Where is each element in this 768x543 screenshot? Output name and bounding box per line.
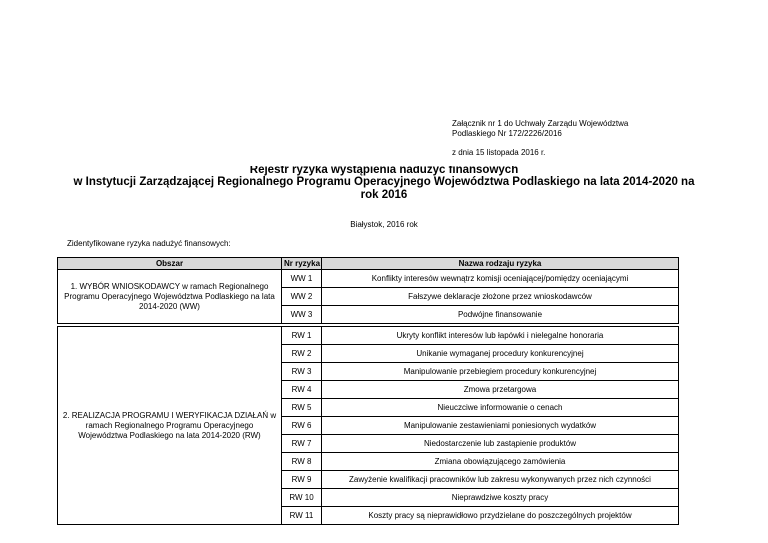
area-cell-rw: 2. REALIZACJA PROGRAMU I WERYFIKACJA DZIAŁAŃ w ramach Regionalnego Programu Operacyjnego Województwa Podlaskiego na lata 2014-2020 (RW) (58, 327, 282, 525)
risk-name: Manipulowanie zestawieniami poniesionych wydatków (322, 417, 679, 435)
risk-name: Ukryty konflikt interesów lub łapówki i nielegalne honoraria (322, 327, 679, 345)
risk-name: Fałszywe deklaracje złożone przez wnioskodawców (322, 288, 679, 306)
risk-code: RW 11 (282, 507, 322, 525)
risk-code: RW 3 (282, 363, 322, 381)
header-area: Obszar (58, 258, 282, 270)
risk-code: RW 8 (282, 453, 322, 471)
annex-line: Podlaskiego Nr 172/2226/2016 (452, 129, 562, 138)
risk-code: RW 9 (282, 471, 322, 489)
risk-code: WW 2 (282, 288, 322, 306)
risk-code: RW 4 (282, 381, 322, 399)
risk-code: RW 1 (282, 327, 322, 345)
title-line: rok 2016 (360, 189, 408, 201)
title-line: w Instytucji Zarządzającej Regionalnego Programu Operacyjnego Województwa Podlaskiego na lata 2014-2020 na (73, 176, 695, 188)
risk-code: RW 6 (282, 417, 322, 435)
risk-code: RW 7 (282, 435, 322, 453)
intro-text: Zidentyfikowane ryzyka nadużyć finansowych: (67, 239, 231, 248)
risk-code: RW 5 (282, 399, 322, 417)
area-cell-ww: 1. WYBÓR WNIOSKODAWCY w ramach Regionalnego Programu Operacyjnego Województwa Podlaskiego na lata 2014-2020 (WW) (58, 270, 282, 324)
risk-name: Manipulowanie przebiegiem procedury konkurencyjnej (322, 363, 679, 381)
table-row (58, 270, 679, 288)
risk-name: Zmiana obowiązującego zamówienia (322, 453, 679, 471)
risk-name: Konflikty interesów wewnątrz komisji oceniającej/pomiędzy oceniającymi (322, 270, 679, 288)
table-header-row (58, 258, 679, 270)
place-date: Białystok, 2016 rok (350, 220, 418, 229)
risk-name: Zmowa przetargowa (322, 381, 679, 399)
risk-name: Zawyżenie kwalifikacji pracowników lub zakresu wykonywanych przez nich czynności (322, 471, 679, 489)
risk-name: Niedostarczenie lub zastąpienie produktów (322, 435, 679, 453)
risk-name: Nieprawdziwe koszty pracy (322, 489, 679, 507)
annex-note (452, 119, 628, 158)
risk-code: WW 3 (282, 306, 322, 324)
risk-name: Unikanie wymaganej procedury konkurencyjnej (322, 345, 679, 363)
table-row (58, 327, 679, 345)
risk-name: Nieuczciwe informowanie o cenach (322, 399, 679, 417)
header-code: Nr ryzyka (282, 258, 322, 270)
risk-register-table (57, 257, 679, 525)
risk-code: WW 1 (282, 270, 322, 288)
title-line: Rejestr ryzyka wystąpienia nadużyć finansowych (249, 166, 519, 176)
risk-name: Podwójne finansowanie (322, 306, 679, 324)
risk-code: RW 2 (282, 345, 322, 363)
annex-line: Załącznik nr 1 do Uchwały Zarządu Województwa (452, 119, 629, 128)
header-name: Nazwa rodzaju ryzyka (322, 258, 679, 270)
risk-name: Koszty pracy są nieprawidłowo przydzielane do poszczególnych projektów (322, 507, 679, 525)
document-title (40, 166, 728, 202)
risk-code: RW 10 (282, 489, 322, 507)
annex-date: z dnia 15 listopada 2016 r. (452, 148, 546, 157)
